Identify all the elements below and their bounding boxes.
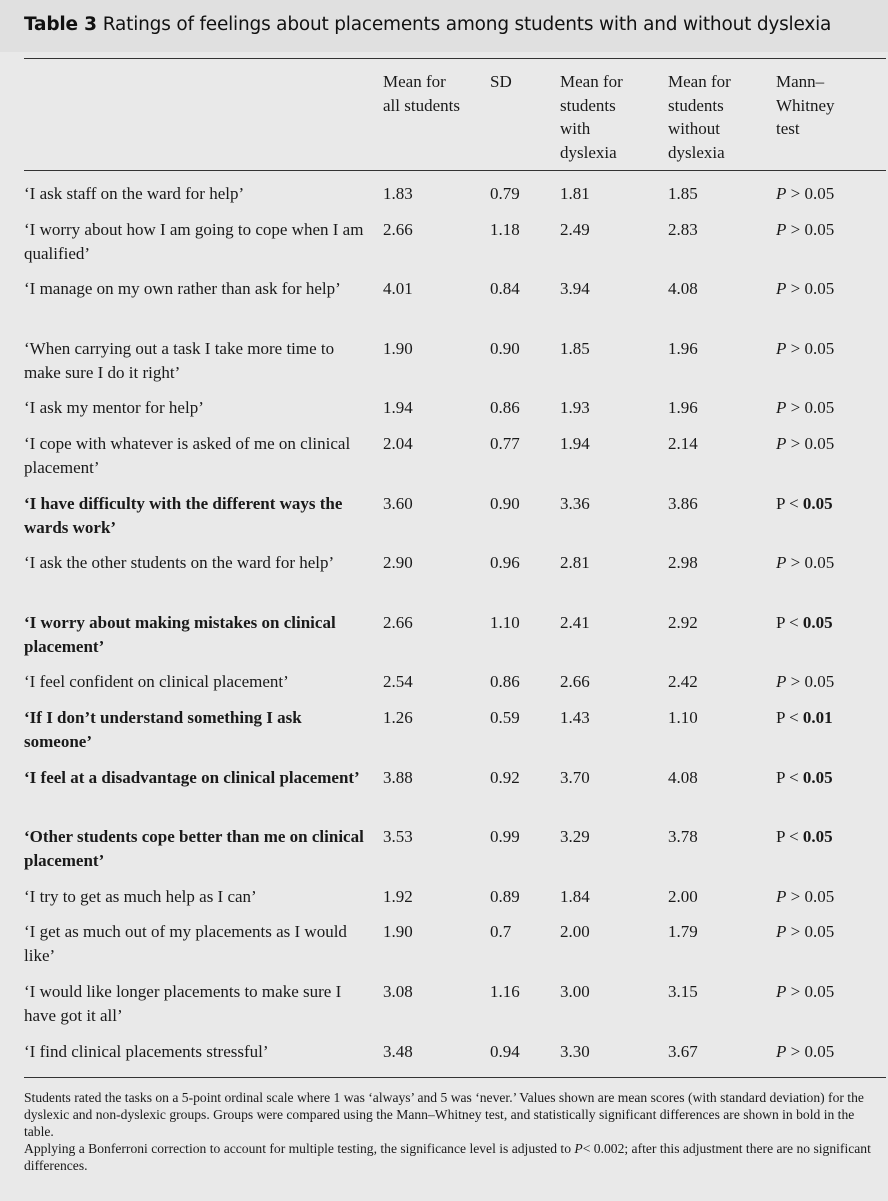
table-label: Table 3: [24, 14, 97, 35]
p-letter: P: [776, 922, 787, 941]
p-operator: >: [786, 434, 805, 453]
statement-cell: ‘When carrying out a task I take more time to make sure I do it right’: [24, 339, 335, 382]
header-line: students: [668, 95, 724, 115]
p-operator: >: [786, 982, 805, 1001]
p-value-cell: [776, 492, 833, 516]
p-threshold: 0.01: [802, 708, 833, 727]
statement-cell: ‘I ask the other students on the ward for help’: [24, 553, 335, 572]
p-value-cell: [776, 432, 834, 456]
statement-cell: ‘I worry about how I am going to cope when I am qualified’: [24, 220, 364, 263]
sd-cell: 0.77: [490, 434, 520, 453]
statement-cell: ‘I try to get as much help as I can’: [24, 887, 257, 906]
p-value-cell: [776, 551, 834, 575]
sd-cell: 0.86: [490, 398, 520, 417]
p-threshold: 0.05: [802, 494, 833, 513]
mean-dyslexia-cell: 3.70: [560, 768, 590, 787]
p-letter: P: [776, 827, 785, 846]
p-threshold: 0.05: [804, 279, 835, 298]
mean-no-dyslexia-cell: 1.85: [668, 184, 698, 203]
mean-all-cell: 3.48: [383, 1042, 413, 1061]
header-line: with: [560, 119, 591, 138]
p-letter: P: [776, 982, 787, 1001]
p-operator: >: [786, 398, 805, 417]
p-operator: <: [784, 613, 803, 632]
mean-all-cell: 1.83: [383, 184, 413, 203]
p-value-cell: [776, 706, 833, 730]
mean-dyslexia-cell: 1.81: [560, 184, 590, 203]
p-operator: >: [786, 922, 805, 941]
p-operator: >: [786, 1042, 805, 1061]
mean-no-dyslexia-cell: 2.83: [668, 220, 698, 239]
statement-cell: ‘I ask staff on the ward for help’: [24, 184, 245, 203]
mean-no-dyslexia-cell: 1.79: [668, 922, 698, 941]
p-letter: P: [776, 279, 787, 298]
mean-all-cell: 2.66: [383, 220, 413, 239]
p-threshold: 0.05: [804, 887, 835, 906]
statement-cell: ‘I feel at a disadvantage on clinical placement’: [24, 768, 360, 787]
p-value-cell: [776, 218, 834, 242]
mean-all-cell: 1.94: [383, 398, 413, 417]
p-operator: >: [786, 184, 805, 203]
top-rule: [24, 58, 886, 59]
sd-cell: 0.79: [490, 184, 520, 203]
table-caption: Ratings of feelings about placements among students with and without dyslexia: [102, 14, 832, 35]
mean-no-dyslexia-cell: 4.08: [668, 279, 698, 298]
mean-all-cell: 3.88: [383, 768, 413, 787]
p-value-cell: [776, 337, 834, 361]
p-letter: P: [776, 184, 787, 203]
p-operator: <: [784, 708, 803, 727]
p-threshold: 0.05: [804, 434, 835, 453]
p-threshold: 0.05: [802, 827, 833, 846]
mean-all-cell: 3.08: [383, 982, 413, 1001]
statement-cell: ‘I would like longer placements to make sure I have got it all’: [24, 982, 342, 1025]
p-value-cell: [776, 885, 834, 909]
p-operator: <: [784, 768, 803, 787]
mean-no-dyslexia-cell: 3.78: [668, 827, 698, 846]
mean-all-cell: 2.04: [383, 434, 413, 453]
mean-dyslexia-cell: 3.94: [560, 279, 590, 298]
header-line: dyslexia: [668, 142, 725, 162]
header-line: test: [776, 119, 800, 138]
statement-cell: ‘I find clinical placements stressful’: [24, 1042, 269, 1061]
footnote-2-p: P: [574, 1141, 583, 1156]
statement-cell: ‘I feel confident on clinical placement’: [24, 672, 289, 691]
mean-no-dyslexia-cell: 4.08: [668, 768, 698, 787]
mean-all-cell: 2.54: [383, 672, 413, 691]
p-letter: P: [776, 220, 787, 239]
footnote-2-text: Applying a Bonferroni correction to account for multiple testing, the significance level is adjusted to: [24, 1141, 575, 1156]
mean-dyslexia-cell: 3.00: [560, 982, 590, 1001]
mean-no-dyslexia-cell: 2.98: [668, 553, 698, 572]
mean-dyslexia-cell: 2.49: [560, 220, 590, 239]
footnote-2-rest: < 0.002; after this adjustment there are no significant differences.: [24, 1141, 871, 1173]
p-letter: P: [776, 1042, 787, 1061]
header-mean-no-dyslexia: [668, 70, 731, 164]
mean-no-dyslexia-cell: 2.42: [668, 672, 698, 691]
header-line: Whitney: [776, 95, 835, 115]
header-line: without: [668, 119, 720, 138]
sd-cell: 0.99: [490, 827, 520, 846]
statement-cell: ‘If I don’t understand something I ask someone’: [24, 708, 302, 751]
statement-cell: ‘I get as much out of my placements as I would like’: [24, 922, 347, 965]
header-mann-whitney: [776, 70, 835, 141]
mean-no-dyslexia-cell: 3.67: [668, 1042, 698, 1061]
p-letter: P: [776, 768, 785, 787]
p-letter: P: [776, 553, 787, 572]
p-letter: P: [776, 434, 787, 453]
mean-no-dyslexia-cell: 2.14: [668, 434, 698, 453]
sd-cell: 1.18: [490, 220, 520, 239]
sd-cell: 0.84: [490, 279, 520, 298]
p-value-cell: [776, 670, 834, 694]
footnotes: [24, 1089, 876, 1174]
mean-all-cell: 3.60: [383, 494, 413, 513]
header-rule: [24, 170, 886, 171]
p-operator: >: [786, 553, 805, 572]
mean-dyslexia-cell: 2.81: [560, 553, 590, 572]
header-line: dyslexia: [560, 142, 617, 162]
header-line: Mean for: [560, 72, 623, 91]
mean-no-dyslexia-cell: 3.15: [668, 982, 698, 1001]
statement-cell: ‘I cope with whatever is asked of me on clinical placement’: [24, 434, 351, 477]
mean-all-cell: 4.01: [383, 279, 413, 298]
sd-cell: 0.94: [490, 1042, 520, 1061]
p-value-cell: [776, 182, 834, 206]
sd-cell: 0.90: [490, 339, 520, 358]
header-line: all students: [383, 95, 460, 115]
mean-dyslexia-cell: 1.43: [560, 708, 590, 727]
mean-dyslexia-cell: 2.66: [560, 672, 590, 691]
p-letter: P: [776, 613, 785, 632]
statement-cell: ‘I ask my mentor for help’: [24, 398, 204, 417]
p-threshold: 0.05: [804, 398, 835, 417]
statement-cell: ‘I worry about making mistakes on clinical placement’: [24, 613, 336, 656]
p-operator: <: [784, 827, 803, 846]
p-value-cell: [776, 980, 834, 1004]
mean-no-dyslexia-cell: 1.10: [668, 708, 698, 727]
p-threshold: 0.05: [802, 613, 833, 632]
p-letter: P: [776, 398, 787, 417]
p-letter: P: [776, 494, 785, 513]
sd-cell: 0.86: [490, 672, 520, 691]
p-letter: P: [776, 708, 785, 727]
statement-cell: ‘I manage on my own rather than ask for help’: [24, 279, 341, 298]
p-operator: >: [786, 339, 805, 358]
p-threshold: 0.05: [804, 184, 835, 203]
mean-dyslexia-cell: 1.94: [560, 434, 590, 453]
p-threshold: 0.05: [804, 339, 835, 358]
mean-dyslexia-cell: 1.84: [560, 887, 590, 906]
p-threshold: 0.05: [804, 672, 835, 691]
mean-dyslexia-cell: 1.93: [560, 398, 590, 417]
mean-dyslexia-cell: 2.41: [560, 613, 590, 632]
mean-dyslexia-cell: 3.36: [560, 494, 590, 513]
header-sd: [490, 70, 512, 94]
sd-cell: 0.90: [490, 494, 520, 513]
footnote-1: Students rated the tasks on a 5-point ordinal scale where 1 was ‘always’ and 5 was ‘never.’ Values shown are mean scores (with standard deviation) for the dyslexic and non-dyslexic groups. Groups were compared using the Mann–Whitney test, and statistically significant differences are shown in bold in the table.: [24, 1090, 864, 1139]
mean-dyslexia-cell: 3.30: [560, 1042, 590, 1061]
sd-cell: 0.96: [490, 553, 520, 572]
p-value-cell: [776, 396, 834, 420]
sd-cell: 0.7: [490, 922, 512, 941]
mean-all-cell: 3.53: [383, 827, 413, 846]
mean-no-dyslexia-cell: 1.96: [668, 398, 698, 417]
mean-all-cell: 2.90: [383, 553, 413, 572]
p-letter: P: [776, 672, 787, 691]
p-value-cell: [776, 766, 833, 790]
p-value-cell: [776, 1040, 834, 1064]
mean-all-cell: 1.26: [383, 708, 413, 727]
mean-dyslexia-cell: 1.85: [560, 339, 590, 358]
header-mean-all: [383, 70, 460, 117]
header-line: Mean for: [668, 72, 731, 91]
statement-cell: ‘Other students cope better than me on clinical placement’: [24, 827, 364, 870]
statement-cell: ‘I have difficulty with the different ways the wards work’: [24, 494, 343, 537]
sd-cell: 0.89: [490, 887, 520, 906]
p-threshold: 0.05: [804, 1042, 835, 1061]
p-threshold: 0.05: [804, 220, 835, 239]
mean-no-dyslexia-cell: 3.86: [668, 494, 698, 513]
p-threshold: 0.05: [804, 982, 835, 1001]
mean-dyslexia-cell: 2.00: [560, 922, 590, 941]
sd-cell: 1.10: [490, 613, 520, 632]
mean-all-cell: 1.92: [383, 887, 413, 906]
mean-all-cell: 1.90: [383, 922, 413, 941]
sd-cell: 0.92: [490, 768, 520, 787]
p-value-cell: [776, 825, 833, 849]
table-title: [24, 14, 831, 35]
p-threshold: 0.05: [802, 768, 833, 787]
footnote-2: [24, 1140, 876, 1174]
header-line: students: [560, 95, 616, 115]
p-operator: >: [786, 220, 805, 239]
p-letter: P: [776, 339, 787, 358]
p-threshold: 0.05: [804, 553, 835, 572]
p-value-cell: [776, 611, 833, 635]
title-bar: [0, 0, 888, 52]
p-threshold: 0.05: [804, 922, 835, 941]
header-line: SD: [490, 72, 512, 91]
p-letter: P: [776, 887, 787, 906]
p-value-cell: [776, 277, 834, 301]
sd-cell: 1.16: [490, 982, 520, 1001]
p-operator: <: [784, 494, 803, 513]
p-operator: >: [786, 279, 805, 298]
sd-cell: 0.59: [490, 708, 520, 727]
mean-all-cell: 1.90: [383, 339, 413, 358]
p-value-cell: [776, 920, 834, 944]
p-operator: >: [786, 672, 805, 691]
mean-no-dyslexia-cell: 2.92: [668, 613, 698, 632]
bottom-rule: [24, 1077, 886, 1078]
p-operator: >: [786, 887, 805, 906]
header-line: Mann–: [776, 72, 825, 91]
header-line: Mean for: [383, 72, 446, 91]
mean-all-cell: 2.66: [383, 613, 413, 632]
mean-no-dyslexia-cell: 2.00: [668, 887, 698, 906]
header-mean-dyslexia: [560, 70, 623, 164]
mean-dyslexia-cell: 3.29: [560, 827, 590, 846]
mean-no-dyslexia-cell: 1.96: [668, 339, 698, 358]
